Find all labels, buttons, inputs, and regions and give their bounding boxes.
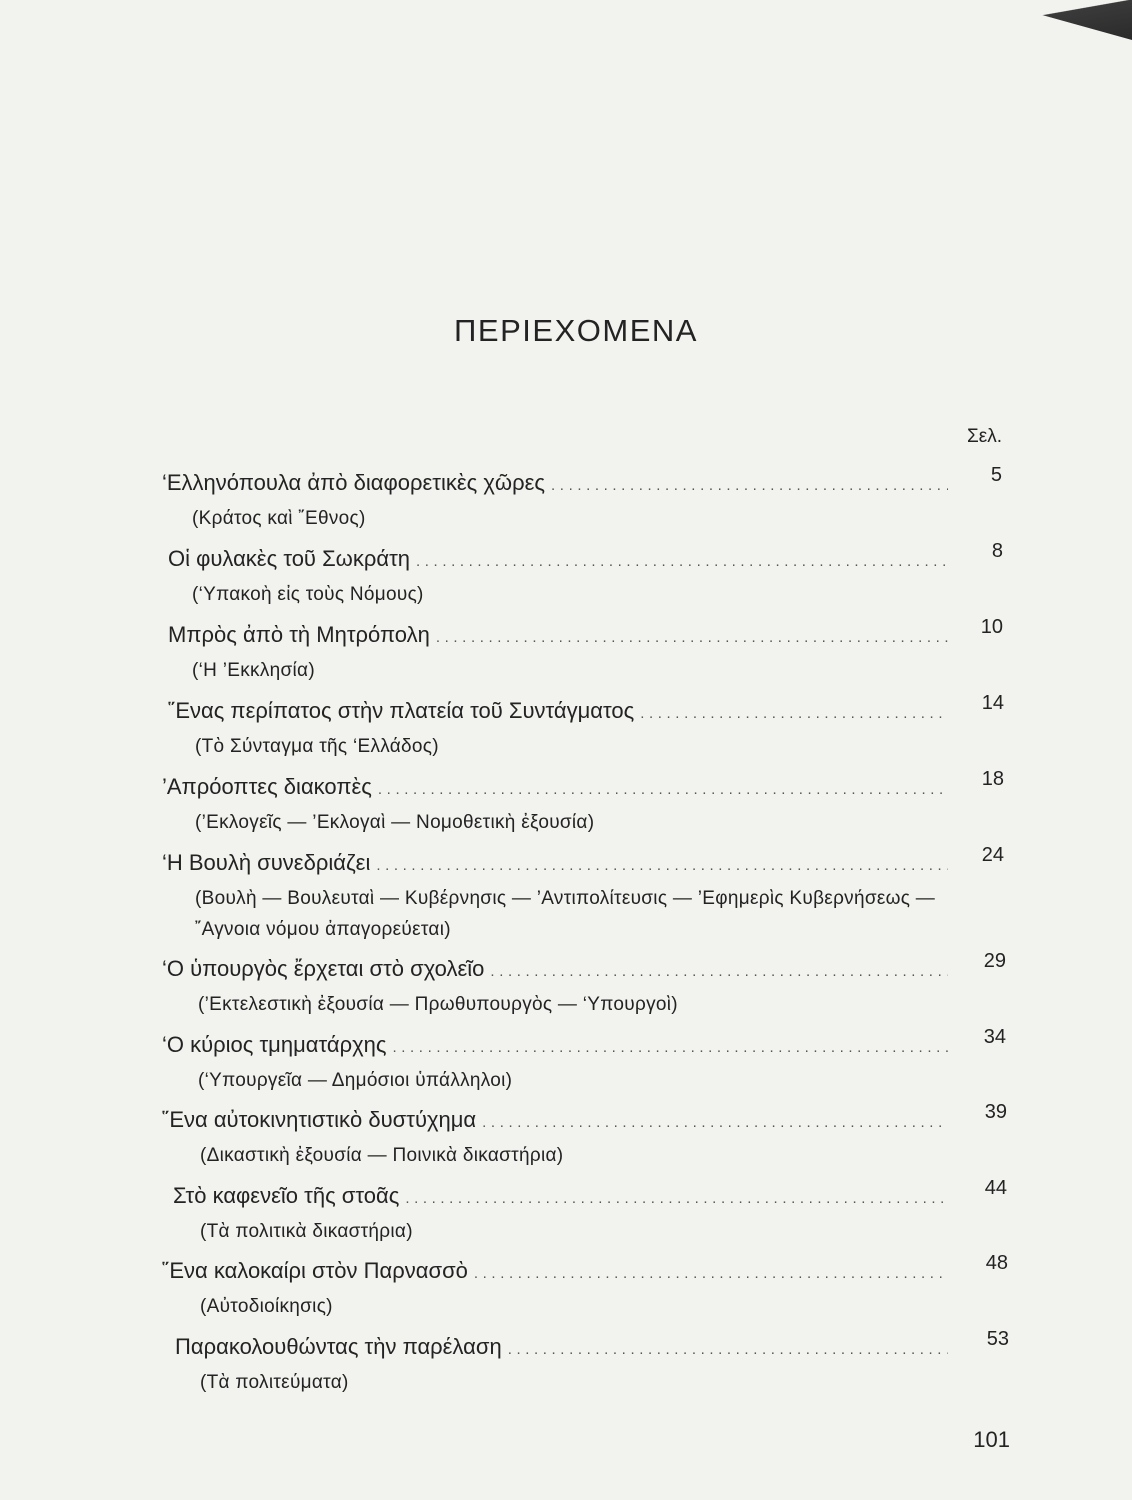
toc-entry-page: 44 (984, 1177, 1007, 1199)
page-corner-shadow (972, 0, 1132, 40)
toc-dot-leader (508, 1341, 948, 1358)
toc-entry-page: 34 (983, 1026, 1006, 1048)
toc-dot-leader (640, 705, 948, 722)
toc-dot-leader (376, 857, 948, 874)
toc-entry-title: Οἱ φυλακὲς τοῦ Σωκράτη (168, 546, 411, 571)
page-number: 101 (973, 1427, 1010, 1452)
toc-entry-title: ‘Ο ὑπουργὸς ἔρχεται στὸ σχολεῖο (162, 956, 485, 981)
toc-dot-leader (405, 1190, 948, 1207)
toc-dot-leader (474, 1265, 948, 1282)
toc-entry-title: Στὸ καφενεῖο τῆς στοᾶς (173, 1183, 400, 1208)
toc-entry-title: Παρακολουθώντας τὴν παρέλαση (175, 1334, 502, 1359)
toc-entry-page: 8 (991, 540, 1003, 562)
toc-entry-title: ῞Ενας περίπατος στὴν πλατεία τοῦ Συντάγματος (168, 698, 635, 723)
toc-entry-page: 5 (990, 464, 1002, 486)
toc-entry-title: ‘Η Βουλὴ συνεδριάζει (162, 850, 371, 875)
toc-dot-leader (490, 963, 948, 980)
toc-entry-subtitle: (Κράτος καὶ ῎Εθνος) (192, 508, 366, 529)
toc-entry-subtitle: (’Εκλογεῖς — ’Εκλογαὶ — Νομοθετικὴ ἐξουσία) (195, 812, 595, 833)
toc-dot-leader (393, 1039, 949, 1056)
toc-entry-title: ῞Ενα αὐτοκινητιστικὸ δυστύχημα (162, 1107, 477, 1132)
toc-dot-leader (416, 553, 948, 570)
toc-entry-title: ῞Ενα καλοκαίρι στὸν Παρνασσὸ (162, 1258, 468, 1283)
toc-entry-subtitle: (Αὐτοδιοίκησις) (200, 1296, 333, 1317)
toc-entry-title: ‘Ελληνόπουλα ἀπὸ διαφορετικὲς χῶρες (162, 470, 546, 495)
toc-dot-leader (436, 629, 948, 646)
toc-entry-title: Μπρὸς ἀπὸ τὴ Μητρόπολη (168, 622, 430, 647)
toc-entry-title: ’Απρόοπτες διακοπὲς (162, 774, 372, 799)
toc-entry-page: 39 (984, 1101, 1007, 1123)
toc-entry-subtitle: (Δικαστικὴ ἐξουσία — Ποινικὰ δικαστήρια) (200, 1145, 564, 1166)
toc-entry-title: ‘Ο κύριος τμηματάρχης (162, 1032, 387, 1057)
toc-entry-page: 29 (983, 950, 1006, 972)
toc-entry-page: 53 (986, 1328, 1009, 1350)
toc-dot-leader (378, 781, 948, 798)
toc-entry-page: 48 (985, 1252, 1008, 1274)
toc-entry-page: 14 (981, 692, 1004, 714)
toc-entry-subtitle: (’Εκτελεστικὴ ἐξουσία — Πρωθυπουργὸς — ‘Υπουργοὶ) (198, 994, 678, 1015)
page-column-label: Σελ. (967, 426, 1002, 447)
toc-entry-subtitle: (Τὸ Σύνταγμα τῆς ‘Ελλάδος) (195, 736, 439, 757)
toc-dot-leader (551, 477, 948, 494)
toc-dot-leader (482, 1114, 948, 1131)
toc-entry-subtitle: (Τὰ πολιτεύματα) (200, 1372, 349, 1393)
toc-entry-subtitle: (‘Η ’Εκκλησία) (192, 660, 315, 681)
toc-entry-subtitle: (‘Υπουργεῖα — Δημόσιοι ὑπάλληλοι) (198, 1070, 513, 1091)
toc-entry-subtitle: (‘Υπακοὴ εἰς τοὺς Νόμους) (192, 584, 424, 605)
toc-entry-page: 18 (981, 768, 1004, 790)
toc-entry-subtitle: (Βουλὴ — Βουλευταὶ — Κυβέρνησις — ’Αντιπολίτευσις — ’Εφημερὶς Κυβερνήσεως — ῎Αγνοια νόμου ἀπαγορεύεται) (195, 888, 936, 940)
toc-entry-page: 10 (980, 616, 1003, 638)
toc-entry-page: 24 (981, 844, 1004, 866)
toc-entry-subtitle: (Τὰ πολιτικὰ δικαστήρια) (200, 1221, 413, 1242)
page-title: ΠΕΡΙΕΧΟΜΕΝΑ (454, 313, 698, 348)
